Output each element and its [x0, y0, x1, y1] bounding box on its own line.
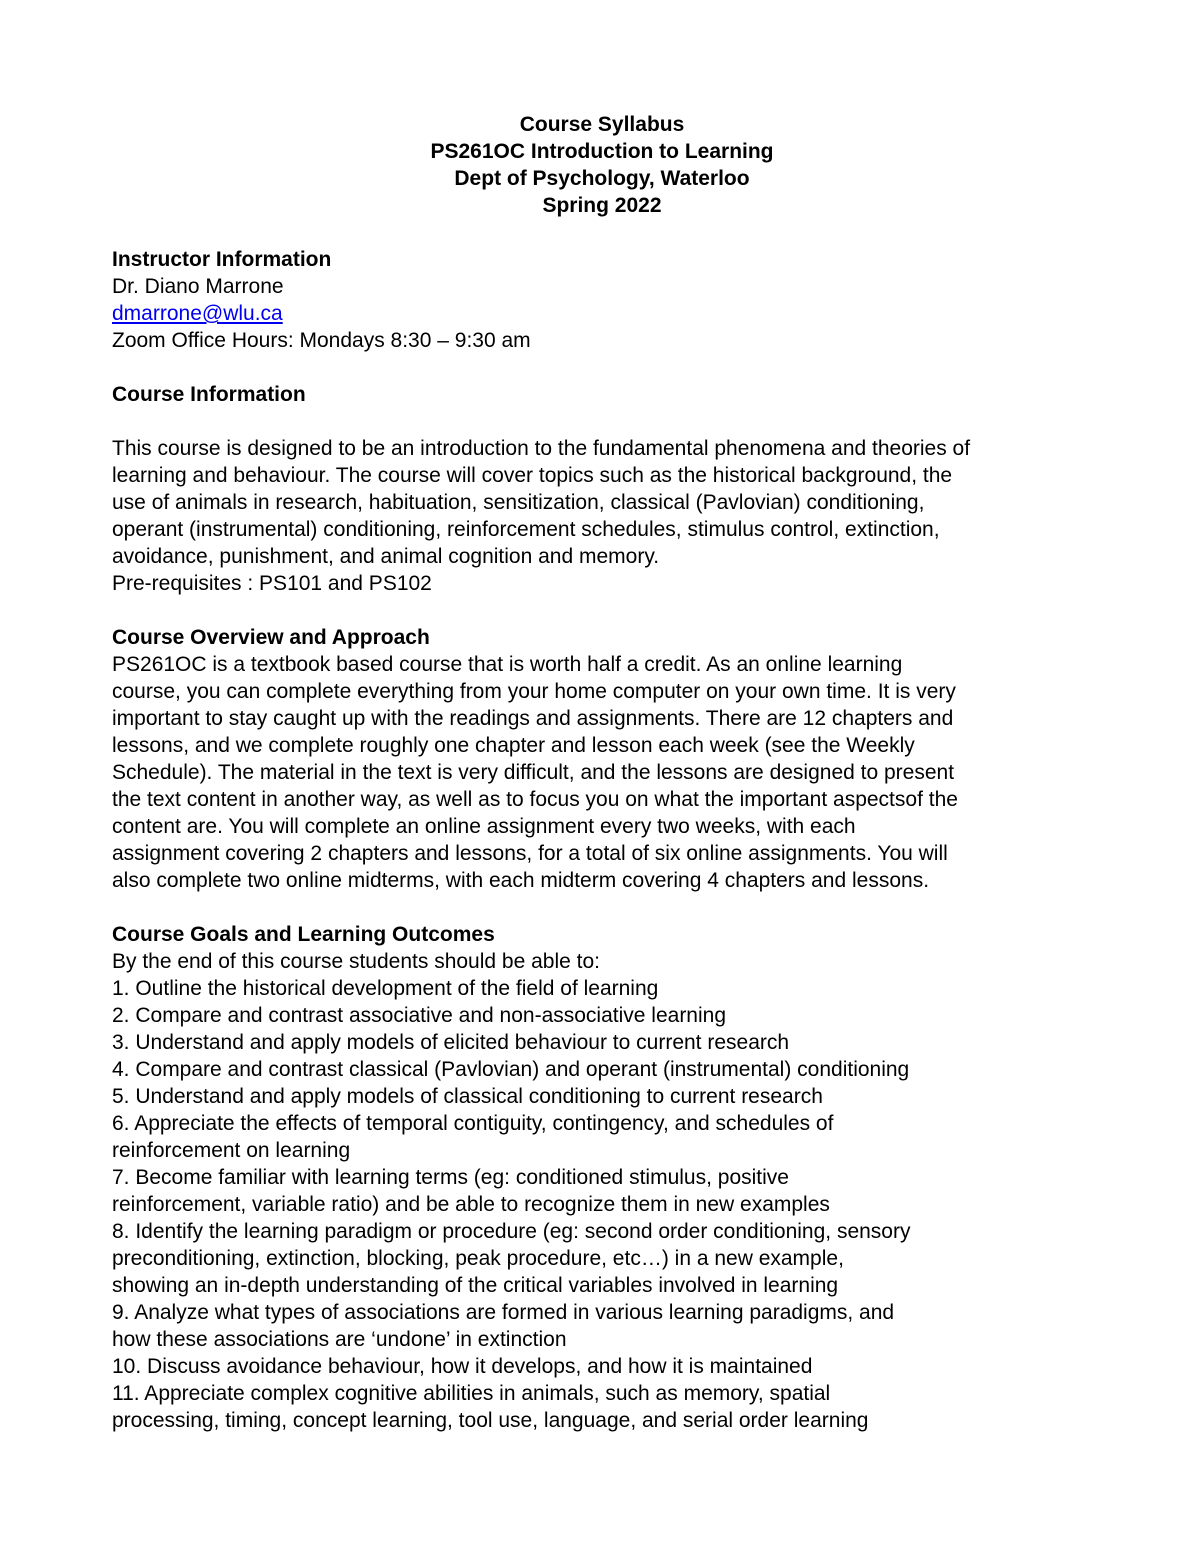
document-header: [112, 111, 1092, 219]
prerequisites: Pre-requisites : PS101 and PS102: [112, 572, 432, 595]
overview-line: Schedule). The material in the text is very difficult, and the lessons are designed to present: [112, 761, 955, 784]
goals-heading: Course Goals and Learning Outcomes: [112, 923, 495, 946]
list-item: 9. Analyze what types of associations are formed in various learning paradigms, and: [112, 1301, 895, 1324]
department: Dept of Psychology, Waterloo: [454, 167, 750, 190]
course-info-section: [112, 381, 1092, 597]
goals-intro: By the end of this course students should be able to:: [112, 950, 600, 973]
overview-line: assignment covering 2 chapters and lessons, for a total of six online assignments. You will: [112, 842, 948, 865]
course-info-line: learning and behaviour. The course will cover topics such as the historical background, the: [112, 464, 953, 487]
course-info-line: operant (instrumental) conditioning, reinforcement schedules, stimulus control, extinction,: [112, 518, 940, 541]
list-item-continued: showing an in-depth understanding of the critical variables involved in learning: [112, 1274, 839, 1297]
overview-line: the text content in another way, as well as to focus you on what the important aspectsof the: [112, 788, 958, 811]
list-item-continued: reinforcement on learning: [112, 1139, 351, 1162]
list-item: 10. Discuss avoidance behaviour, how it develops, and how it is maintained: [112, 1355, 813, 1378]
list-item: 5. Understand and apply models of classical conditioning to current research: [112, 1085, 823, 1108]
list-item: 7. Become familiar with learning terms (eg: conditioned stimulus, positive: [112, 1166, 789, 1189]
list-item-continued: processing, timing, concept learning, tool use, language, and serial order learning: [112, 1409, 869, 1432]
instructor-heading: Instructor Information: [112, 248, 332, 271]
list-item: 11. Appreciate complex cognitive abilities in animals, such as memory, spatial: [112, 1382, 831, 1405]
overview-paragraph: [112, 651, 1092, 894]
overview-line: content are. You will complete an online assignment every two weeks, with each: [112, 815, 856, 838]
instructor-section: [112, 246, 1092, 354]
list-item: 6. Appreciate the effects of temporal contiguity, contingency, and schedules of: [112, 1112, 834, 1135]
overview-line: course, you can complete everything from your home computer on your own time. It is very: [112, 680, 956, 703]
overview-heading: Course Overview and Approach: [112, 626, 430, 649]
overview-line: important to stay caught up with the readings and assignments. There are 12 chapters and: [112, 707, 954, 730]
course-info-paragraph: [112, 435, 1092, 597]
list-item-continued: preconditioning, extinction, blocking, peak procedure, etc…) in a new example,: [112, 1247, 844, 1270]
course-info-line: avoidance, punishment, and animal cognition and memory.: [112, 545, 660, 568]
course-name: PS261OC Introduction to Learning: [430, 140, 774, 163]
list-item: 4. Compare and contrast classical (Pavlovian) and operant (instrumental) conditioning: [112, 1058, 910, 1081]
list-item: 8. Identify the learning paradigm or procedure (eg: second order conditioning, sensory: [112, 1220, 911, 1243]
office-hours: Zoom Office Hours: Mondays 8:30 – 9:30 am: [112, 329, 531, 352]
list-item-continued: how these associations are ‘undone’ in extinction: [112, 1328, 567, 1351]
overview-line: PS261OC is a textbook based course that is worth half a credit. As an online learning: [112, 653, 903, 676]
course-info-line: use of animals in research, habituation, sensitization, classical (Pavlovian) conditioning,: [112, 491, 925, 514]
list-item: 3. Understand and apply models of elicited behaviour to current research: [112, 1031, 790, 1054]
list-item: 1. Outline the historical development of the field of learning: [112, 977, 659, 1000]
list-item: 2. Compare and contrast associative and non-associative learning: [112, 1004, 727, 1027]
overview-section: [112, 624, 1092, 894]
goals-section: [112, 921, 1092, 1434]
document-title: Course Syllabus: [519, 113, 685, 136]
syllabus-page: [112, 111, 1092, 1434]
list-item-continued: reinforcement, variable ratio) and be able to recognize them in new examples: [112, 1193, 830, 1216]
overview-line: also complete two online midterms, with each midterm covering 4 chapters and lessons.: [112, 869, 930, 892]
goals-list: [112, 948, 1092, 1434]
instructor-name: Dr. Diano Marrone: [112, 275, 284, 298]
course-info-heading: Course Information: [112, 383, 306, 406]
overview-line: lessons, and we complete roughly one chapter and lesson each week (see the Weekly: [112, 734, 915, 757]
course-info-line: This course is designed to be an introduction to the fundamental phenomena and theories of: [112, 437, 971, 460]
instructor-email-link[interactable]: dmarrone@wlu.ca: [112, 302, 283, 325]
term: Spring 2022: [542, 194, 662, 217]
